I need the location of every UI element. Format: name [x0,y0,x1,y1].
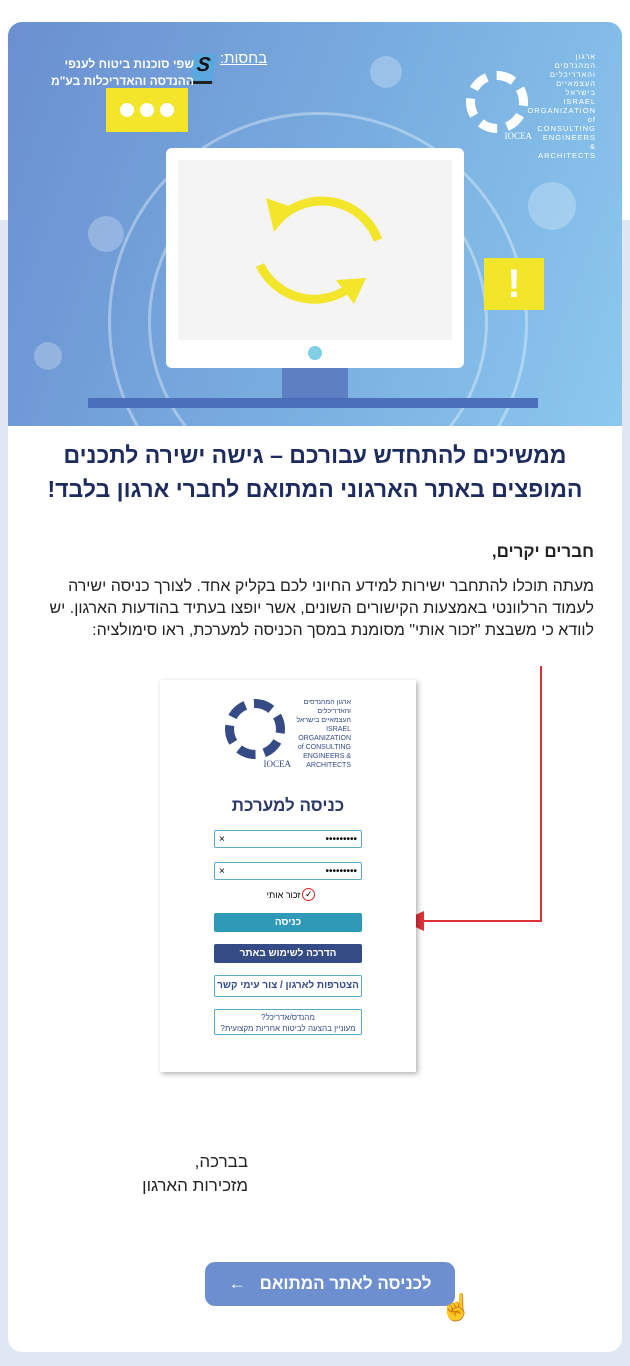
clear-icon: × [219,865,225,877]
sun-logo-icon [225,699,285,759]
monitor-stand [282,368,348,398]
sponsor-name: שפי סוכנות ביטוח לענפי ההנדסה והאדריכלות בע"מ [50,57,194,88]
chat-bubble-icon [106,88,188,132]
enter-site-button[interactable] [205,1262,455,1306]
iocea-logo [160,698,416,770]
org-abbr: IOCEA [504,131,532,141]
field-value: ••••••••• [325,833,357,845]
remember-label: זכור אותי [266,889,301,900]
decor-bubble [528,182,576,230]
hero-banner [8,22,622,426]
insurance-text: מעוניין בהצעה לביטוח אחריות מקצועית? [220,1024,356,1033]
refresh-icon [178,160,452,340]
monitor-illustration [166,148,464,368]
hand-cursor-icon: ☝ [440,1292,473,1322]
signoff-sender: מזכירות הארגון [142,1176,248,1195]
cta-label: לכניסה לאתר המתואם [259,1274,432,1293]
checkbox-checked-icon: ✓ [302,888,315,901]
password-field [214,862,362,880]
login-simulation-image [160,680,416,1072]
decor-bubble [34,342,62,370]
signoff [98,1150,248,1198]
username-field [214,830,362,848]
arrow-left-icon: ← [228,1274,246,1293]
org-abbr: IOCEA [263,759,291,769]
sun-logo-icon [466,71,528,133]
iocea-logo [466,52,596,160]
remember-me [160,888,416,901]
clear-icon: × [219,833,225,845]
signoff-line: בברכה, [194,1152,248,1171]
headline: ממשיכים להתחדש עבורכם – גישה ישירה לתכנים המופצים באתר הארגוני המתואם לחברי ארגון בלבד! [47,442,583,502]
alert-bubble-icon: ! [484,258,544,310]
decor-bubble [88,216,124,252]
login-button: כניסה [214,913,362,932]
body-text: מעתה תוכלו להתחבר ישירות למידע החיוני לכם בקליק אחד. לצורך כניסה ישירה לעמוד הרלוונטי באמצעות הקישורים השונים, אשר יופצו בעתיד בהודעות הארגון. יש לוודא כי משבצת "זכור אותי" מסומנת במסך הכניסה למערכת, ראו סימולציה: [49,578,594,639]
guide-button: הדרכה לשימוש באתר [214,944,362,963]
insurance-button [214,1009,362,1035]
desk [88,398,538,408]
shafi-logo: S [190,54,216,84]
pointer-line [540,666,542,922]
pointer-line [420,920,542,922]
greeting: חברים יקרים, [491,542,594,561]
org-logo-text: ארגון המהנדסים והאדריכלים העצמאיים בישראל ISRAEL ORGANIZATION of CONSULTING ENGINEERS & ARCHITECTS [527,52,596,160]
decor-bubble [370,56,402,88]
insurance-question: מהנדס/אדריכל? [261,1013,315,1022]
org-logo-text: ארגון המהנדסים והאדריכלים העצמאיים בישראל ISRAEL ORGANIZATION of CONSULTING ENGINEERS & ARCHITECTS [296,699,351,769]
join-button: הצטרפות לארגון / צור עימי קשר [214,975,362,997]
field-value: ••••••••• [325,865,357,877]
sponsor-label[interactable]: בחסות: [220,50,268,67]
login-title: כניסה למערכת [231,796,345,815]
